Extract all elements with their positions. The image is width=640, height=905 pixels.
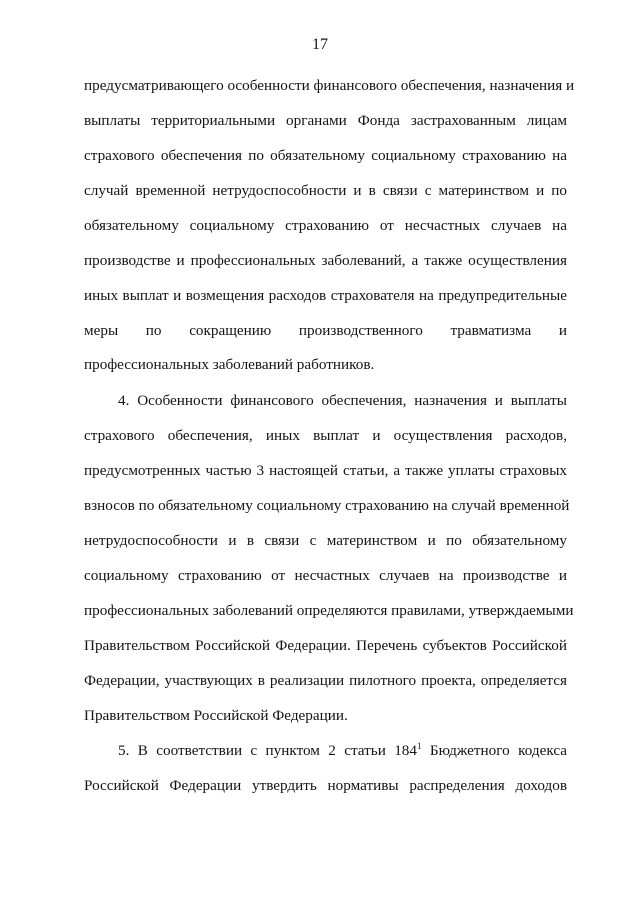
- text-line: меры по сокращению производственного травматизма и: [84, 322, 567, 339]
- text-line: страхового обеспечения по обязательному социальному страхованию на: [84, 147, 567, 164]
- text-segment: Бюджетного кодекса: [421, 742, 567, 759]
- superscript: 1: [417, 741, 422, 751]
- text-line: предусматривающего особенности финансового обеспечения, назначения и: [84, 77, 575, 94]
- page-number: 17: [312, 36, 328, 53]
- text-segment: 5. В соответствии с пунктом 2 статьи 184: [118, 742, 417, 759]
- text-line: социальному страхованию от несчастных случаев на производстве и: [84, 567, 567, 584]
- text-line: иных выплат и возмещения расходов страхователя на предупредительные: [84, 287, 567, 304]
- text-line: взносов по обязательному социальному страхованию на случай временной: [84, 497, 570, 514]
- text-line: страхового обеспечения, иных выплат и осуществления расходов,: [84, 427, 567, 444]
- text-line: выплаты территориальными органами Фонда застрахованным лицам: [84, 112, 567, 129]
- text-line: 4. Особенности финансового обеспечения, назначения и выплаты: [118, 392, 567, 409]
- text-line: профессиональных заболеваний определяются правилами, утверждаемыми: [84, 602, 574, 619]
- text-line: профессиональных заболеваний работников.: [84, 356, 375, 373]
- text-line: нетрудоспособности и в связи с материнством и по обязательному: [84, 532, 567, 549]
- text-line: Правительством Российской Федерации. Перечень субъектов Российской: [84, 637, 567, 654]
- text-line: Российской Федерации утвердить нормативы распределения доходов: [84, 777, 567, 794]
- text-line: предусмотренных частью 3 настоящей статьи, а также уплаты страховых: [84, 462, 567, 479]
- text-line: случай временной нетрудоспособности и в связи с материнством и по: [84, 182, 567, 199]
- text-line: Федерации, участвующих в реализации пилотного проекта, определяется: [84, 672, 567, 689]
- text-line: производстве и профессиональных заболеваний, а также осуществления: [84, 252, 567, 269]
- text-line: [118, 741, 567, 761]
- text-line: Правительством Российской Федерации.: [84, 707, 348, 724]
- text-line: обязательному социальному страхованию от несчастных случаев на: [84, 217, 567, 234]
